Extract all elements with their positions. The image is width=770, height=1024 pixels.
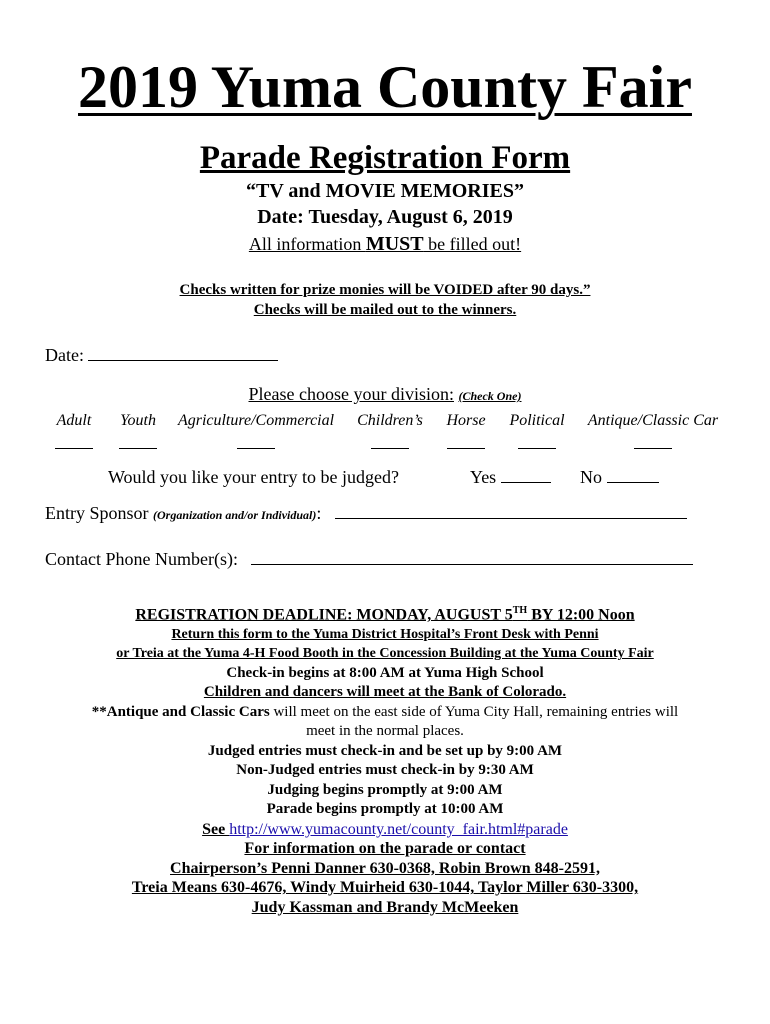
division-label: Political (509, 412, 565, 429)
division-option-agriculture[interactable] (174, 410, 338, 449)
registration-info (0, 601, 770, 917)
division-label: Agriculture/Commercial (177, 412, 335, 429)
division-label: Horse (446, 412, 486, 429)
form-title: 2019 Yuma County Fair (78, 54, 692, 120)
judged-question: Would you like your entry to be judged? (108, 467, 399, 487)
division-option-political[interactable] (504, 410, 570, 449)
registration-deadline (0, 601, 770, 625)
division-option-childrens[interactable] (352, 410, 428, 449)
division-label: Antique/Classic Car (587, 412, 719, 429)
sponsor-note: (Organization and/or Individual) (153, 508, 317, 522)
return-instructions-1: Return this form to the Yuma District Hospital’s Front Desk with Penni (171, 626, 599, 642)
see-label: See (202, 820, 230, 838)
division-option-youth[interactable] (114, 410, 162, 449)
parade-theme: “TV and MOVIE MEMORIES” (245, 180, 524, 202)
antique-bold: **Antique and Classic Cars (91, 703, 270, 720)
antique-info-2: meet in the normal places. (306, 723, 464, 740)
check-line[interactable] (518, 440, 556, 449)
check-line[interactable] (237, 440, 275, 449)
must-fill-notice (0, 231, 770, 257)
yes-input-line[interactable] (501, 464, 551, 483)
date-label: Date: (45, 345, 84, 365)
mailed-notice: Checks will be mailed out to the winners. (253, 302, 517, 318)
form-subtitle: Parade Registration Form (199, 140, 571, 176)
check-line[interactable] (447, 440, 485, 449)
parade-website-link[interactable]: http://www.yumacounty.net/county_fair.html#parade (229, 820, 568, 838)
must-word: MUST (365, 233, 424, 255)
division-option-horse[interactable] (442, 410, 490, 449)
sponsor-field (45, 500, 687, 528)
division-prompt-text: Please choose your division: (248, 384, 454, 404)
voided-notice: Checks written for prize monies will be VOIDED after 90 days.” (179, 282, 591, 298)
date-input-line[interactable] (88, 342, 278, 361)
deadline-suffix: BY 12:00 Noon (527, 606, 635, 624)
judged-checkin-info: Judged entries must check-in and be set up by 9:00 AM (207, 742, 563, 759)
checkin-info: Check-in begins at 8:00 AM at Yuma High School (226, 664, 544, 681)
division-label: Children’s (357, 412, 423, 429)
sponsor-label: Entry Sponsor (45, 503, 153, 523)
parade-date: Date: Tuesday, August 6, 2019 (257, 206, 513, 228)
return-instructions-2: or Treia at the Yuma 4-H Food Booth in the Concession Building at the Yuma County Fair (116, 646, 654, 662)
nonjudged-checkin-info: Non-Judged entries must check-in by 9:30 AM (236, 762, 534, 779)
more-info: For information on the parade or contact (244, 840, 526, 858)
antique-rest: will meet on the east side of Yuma City Hall, remaining entries will (269, 703, 679, 720)
must-suffix: be filled out! (423, 234, 522, 254)
antique-info (0, 703, 770, 723)
judged-yes[interactable] (470, 464, 551, 490)
check-line[interactable] (371, 440, 409, 449)
website-line (0, 820, 770, 840)
deadline-sup: TH (512, 605, 528, 616)
check-line[interactable] (634, 440, 672, 449)
date-field (45, 342, 278, 368)
division-label: Adult (56, 412, 92, 429)
phone-input-line[interactable] (251, 546, 693, 565)
check-line[interactable] (55, 440, 93, 449)
division-prompt (0, 381, 770, 409)
parade-time: Parade begins promptly at 10:00 AM (266, 801, 504, 818)
judging-time: Judging begins promptly at 9:00 AM (267, 781, 503, 798)
judged-no[interactable] (580, 464, 659, 490)
phone-label: Contact Phone Number(s): (45, 549, 238, 569)
division-option-adult[interactable] (50, 410, 98, 449)
division-note: (Check One) (458, 389, 522, 403)
must-prefix: All information (248, 234, 366, 254)
contacts-line-2: Treia Means 630-4676, Windy Muirheid 630-1044, Taylor Miller 630-3300, (131, 879, 639, 897)
check-line[interactable] (119, 440, 157, 449)
contacts-line-1: Chairperson’s Penni Danner 630-0368, Robin Brown 848-2591, (170, 859, 600, 877)
deadline-prefix: REGISTRATION DEADLINE: MONDAY, AUGUST 5 (135, 606, 513, 624)
children-info: Children and dancers will meet at the Bank of Colorado. (203, 684, 567, 701)
contacts-line-3: Judy Kassman and Brandy McMeeken (251, 898, 519, 916)
sponsor-input-line[interactable] (335, 500, 687, 519)
no-label: No (580, 467, 602, 487)
phone-field (45, 546, 693, 572)
yes-label: Yes (470, 467, 497, 487)
sponsor-colon: : (316, 503, 322, 523)
division-label: Youth (120, 412, 156, 429)
no-input-line[interactable] (607, 464, 659, 483)
division-option-antique[interactable] (583, 410, 723, 449)
